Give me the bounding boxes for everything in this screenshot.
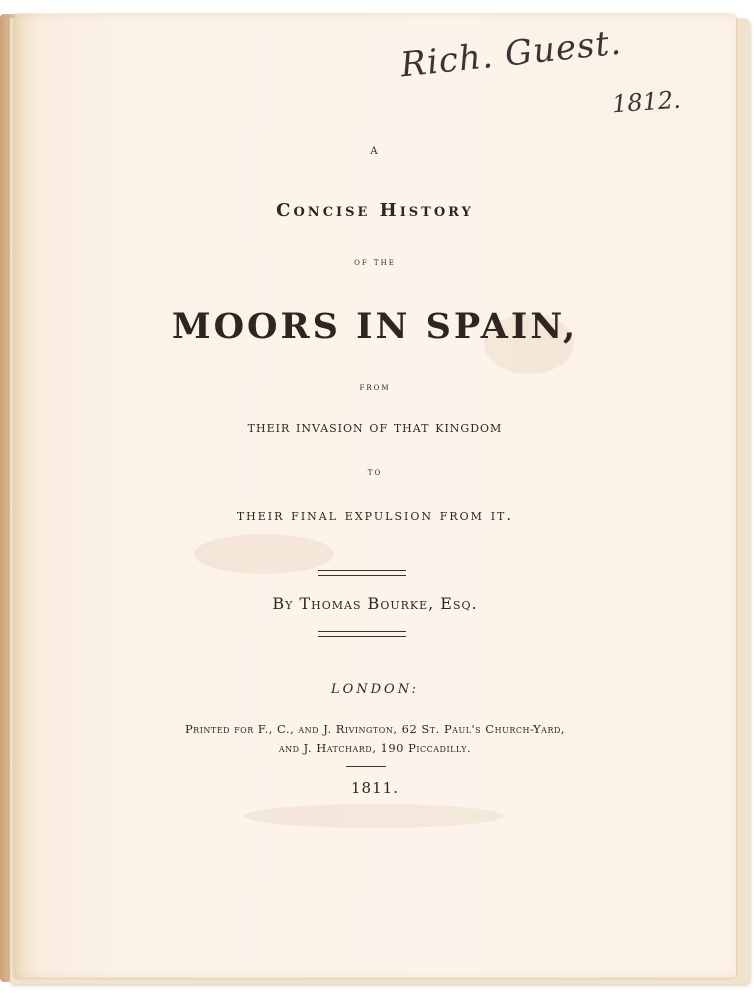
short-rule xyxy=(346,766,386,767)
title-concise-history: Concise History xyxy=(276,200,474,221)
foxing-stain xyxy=(244,804,504,828)
foxing-stain xyxy=(194,534,334,574)
title-article: A xyxy=(370,146,380,157)
title-of-the: of the xyxy=(354,257,396,268)
title-from: from xyxy=(359,382,391,393)
author-line: By Thomas Bourke, Esq. xyxy=(272,594,478,613)
double-rule-lower xyxy=(318,631,406,637)
title-expulsion-line: their final expulsion from it. xyxy=(236,506,514,524)
handwritten-owner-name: Rich. Guest. xyxy=(398,22,624,86)
imprint-printer-line-1: Printed for F., C., and J. Rivington, 62 St. Paul's Church-Yard, xyxy=(184,722,566,736)
title-page xyxy=(14,14,736,978)
imprint-year: 1811. xyxy=(351,779,399,797)
imprint-place: LONDON: xyxy=(330,682,420,697)
handwritten-owner-date: 1812. xyxy=(611,85,682,119)
title-main: MOORS IN SPAIN, xyxy=(171,306,579,347)
title-to: to xyxy=(367,467,383,478)
title-invasion-line: their invasion of that kingdom xyxy=(247,418,503,436)
double-rule-upper xyxy=(318,570,406,576)
imprint-printer-line-2: and J. Hatchard, 190 Piccadilly. xyxy=(278,741,472,755)
